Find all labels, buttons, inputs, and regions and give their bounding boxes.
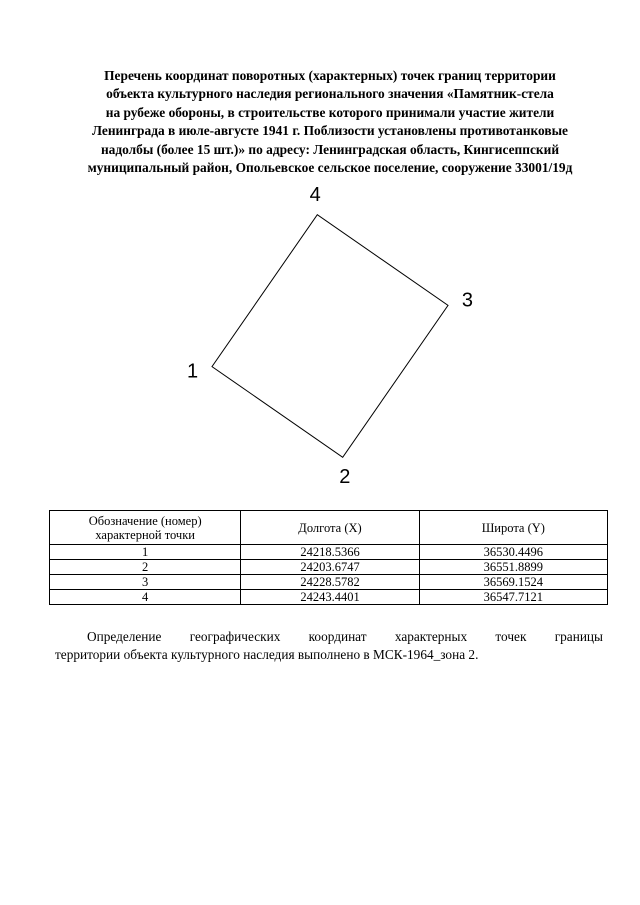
- table-row: [50, 545, 608, 560]
- title-line: на рубеже обороны, в строительстве которого принимали участие жители: [105, 104, 555, 120]
- cell-point-number: 2: [50, 560, 241, 575]
- header-point-number-line: Обозначение (номер): [88, 513, 202, 528]
- point-label-1: 1: [187, 360, 199, 383]
- cell-point-number: 1: [50, 545, 241, 560]
- cell-longitude: 24243.4401: [241, 590, 419, 605]
- cell-latitude: 36530.4496: [419, 545, 607, 560]
- title-line: Перечень координат поворотных (характерных) точек границ территории: [104, 68, 556, 83]
- document-title: [40, 67, 620, 177]
- coordinate-system-note: [55, 628, 603, 664]
- point-label-4: 4: [309, 183, 321, 206]
- table-row: [50, 590, 608, 605]
- table-header-row: [50, 511, 608, 545]
- cell-latitude: 36551.8899: [419, 560, 607, 575]
- header-latitude: Широта (Y): [419, 511, 607, 545]
- table-row: [50, 560, 608, 575]
- point-labels: [187, 184, 473, 488]
- cell-point-number: 4: [50, 590, 241, 605]
- cell-longitude: 24228.5782: [241, 575, 419, 590]
- header-longitude: Долгота (X): [241, 511, 419, 545]
- cell-latitude: 36569.1524: [419, 575, 607, 590]
- cell-longitude: 24218.5366: [241, 545, 419, 560]
- cell-point-number: 3: [50, 575, 241, 590]
- boundary-diagram: [0, 180, 640, 500]
- note-line: территории объекта культурного наследия выполнено в МСК-1964_зона 2.: [55, 647, 479, 662]
- header-point-number-line: характерной точки: [95, 527, 195, 542]
- point-label-3: 3: [461, 289, 473, 312]
- header-point-number: [50, 511, 241, 545]
- title-line: Ленинграда в июле-августе 1941 г. Поблизости установлены противотанковые: [92, 123, 568, 139]
- cell-latitude: 36547.7121: [419, 590, 607, 605]
- title-line: объекта культурного наследия регионального значения «Памятник-стела: [106, 86, 554, 102]
- title-line: муниципальный район, Опольевское сельское поселение, сооружение 33001/19д: [87, 160, 573, 176]
- coordinates-table: [49, 510, 608, 605]
- note-line: Определение географических координат характерных точек границы: [87, 629, 603, 644]
- table-row: [50, 575, 608, 590]
- title-line: надолбы (более 15 шт.)» по адресу: Ленинградская область, Кингисеппский: [100, 141, 560, 157]
- boundary-polygon: [212, 215, 448, 458]
- point-label-2: 2: [339, 466, 351, 489]
- cell-longitude: 24203.6747: [241, 560, 419, 575]
